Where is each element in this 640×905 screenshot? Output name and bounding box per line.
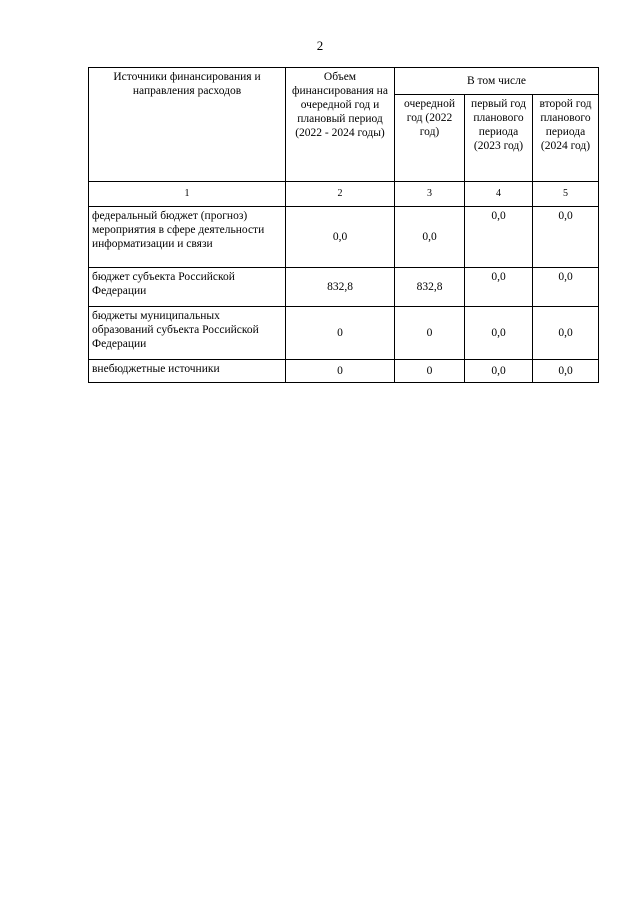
source-cell: бюджеты муниципальных образований субъекта Российской Федерации — [89, 307, 286, 360]
column-number: 2 — [286, 182, 395, 207]
source-cell: внебюджетные источники — [89, 360, 286, 383]
current-year-cell: 0,0 — [395, 207, 465, 268]
header-first-plan-year: первый год планового периода (2023 год) — [465, 95, 533, 182]
total-cell: 832,8 — [286, 268, 395, 307]
page-number: 2 — [316, 38, 324, 53]
current-year-cell: 0 — [395, 307, 465, 360]
first-plan-year-cell: 0,0 — [465, 268, 533, 307]
header-second-plan-year: второй год планового периода (2024 год) — [533, 95, 599, 182]
column-number: 4 — [465, 182, 533, 207]
header-total: Объем финансирования на очередной год и плановый период (2022 - 2024 годы) — [286, 68, 395, 182]
header-current-year: очередной год (2022 год) — [395, 95, 465, 182]
second-plan-year-cell: 0,0 — [533, 360, 599, 383]
second-plan-year-cell: 0,0 — [533, 307, 599, 360]
table-row — [89, 268, 599, 307]
column-number: 1 — [89, 182, 286, 207]
source-cell: федеральный бюджет (прогноз) мероприятия в сфере деятельности информатизации и связи — [89, 207, 286, 268]
first-plan-year-cell: 0,0 — [465, 307, 533, 360]
second-plan-year-cell: 0,0 — [533, 268, 599, 307]
total-cell: 0 — [286, 307, 395, 360]
source-cell: бюджет субъекта Российской Федерации — [89, 268, 286, 307]
first-plan-year-cell: 0,0 — [465, 360, 533, 383]
table-header-row — [89, 68, 599, 95]
current-year-cell: 0 — [395, 360, 465, 383]
first-plan-year-cell: 0,0 — [465, 207, 533, 268]
header-source: Источники финансирования и направления расходов — [89, 68, 286, 182]
table-row — [89, 360, 599, 383]
column-number: 5 — [533, 182, 599, 207]
financing-table — [88, 67, 599, 383]
column-number: 3 — [395, 182, 465, 207]
column-number-row — [89, 182, 599, 207]
total-cell: 0,0 — [286, 207, 395, 268]
table-row — [89, 207, 599, 268]
total-cell: 0 — [286, 360, 395, 383]
header-group: В том числе — [395, 68, 599, 95]
current-year-cell: 832,8 — [395, 268, 465, 307]
second-plan-year-cell: 0,0 — [533, 207, 599, 268]
table-row — [89, 307, 599, 360]
